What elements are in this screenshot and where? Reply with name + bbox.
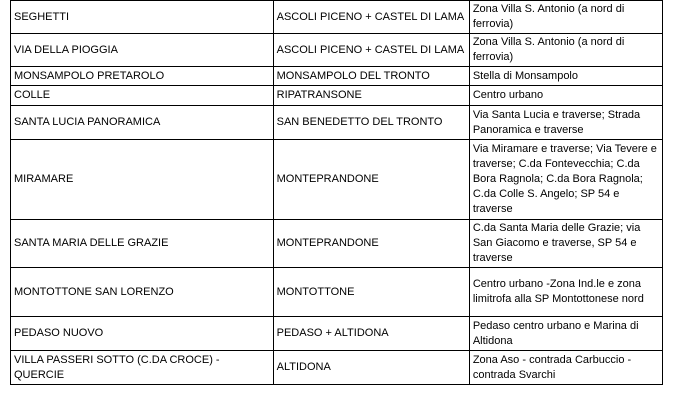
table-row (11, 317, 663, 351)
table-row (11, 1, 663, 34)
table-cell-comune: ALTIDONA (273, 351, 469, 385)
table-cell-comune: ASCOLI PICENO + CASTEL DI LAMA (273, 1, 469, 34)
table-row (11, 140, 663, 220)
table-cell-name: VIA DELLA PIOGGIA (11, 34, 274, 67)
table-cell-comune: RIPATRANSONE (273, 86, 469, 106)
table-cell-name: MONTOTTONE SAN LORENZO (11, 268, 274, 317)
table-cell-name: VILLA PASSERI SOTTO (C.DA CROCE) - QUERCIE (11, 351, 274, 385)
table-cell-zona: Centro urbano (469, 86, 662, 106)
data-table (10, 0, 663, 385)
table-row (11, 86, 663, 106)
table-row (11, 34, 663, 67)
table-row (11, 67, 663, 86)
table-cell-comune: SAN BENEDETTO DEL TRONTO (273, 106, 469, 140)
table-cell-comune: ASCOLI PICENO + CASTEL DI LAMA (273, 34, 469, 67)
table-cell-name: SANTA LUCIA PANORAMICA (11, 106, 274, 140)
table-cell-name: PEDASO NUOVO (11, 317, 274, 351)
table-cell-name: SEGHETTI (11, 1, 274, 34)
table-cell-zona: Zona Villa S. Antonio (a nord di ferrovia) (469, 1, 662, 34)
table-cell-zona: Via Miramare e traverse; Via Tevere e traverse; C.da Fontevecchia; C.da Bora Ragnola; C.da Bora Ragnola; C.da Colle S. Angelo; SP 54 e traverse (469, 140, 662, 220)
table-cell-name: MIRAMARE (11, 140, 274, 220)
table-cell-name: SANTA MARIA DELLE GRAZIE (11, 220, 274, 268)
table-row (11, 220, 663, 268)
table-cell-zona: Stella di Monsampolo (469, 67, 662, 86)
table-cell-name: MONSAMPOLO PRETAROLO (11, 67, 274, 86)
table-row (11, 351, 663, 385)
table-row (11, 268, 663, 317)
table-cell-comune: MONTEPRANDONE (273, 140, 469, 220)
table-row (11, 106, 663, 140)
table-cell-zona: Centro urbano -Zona Ind.le e zona limitrofa alla SP Montottonese nord (469, 268, 662, 317)
table-cell-zona: Pedaso centro urbano e Marina di Altidona (469, 317, 662, 351)
table-body (11, 1, 663, 385)
table-cell-zona: C.da Santa Maria delle Grazie; via San Giacomo e traverse, SP 54 e traverse (469, 220, 662, 268)
table-cell-comune: MONSAMPOLO DEL TRONTO (273, 67, 469, 86)
table-cell-zona: Zona Villa S. Antonio (a nord di ferrovia) (469, 34, 662, 67)
table-cell-zona: Zona Aso - contrada Carbuccio - contrada Svarchi (469, 351, 662, 385)
table-cell-zona: Via Santa Lucia e traverse; Strada Panoramica e traverse (469, 106, 662, 140)
table-cell-comune: MONTEPRANDONE (273, 220, 469, 268)
table-cell-comune: MONTOTTONE (273, 268, 469, 317)
table-cell-name: COLLE (11, 86, 274, 106)
table-cell-comune: PEDASO + ALTIDONA (273, 317, 469, 351)
